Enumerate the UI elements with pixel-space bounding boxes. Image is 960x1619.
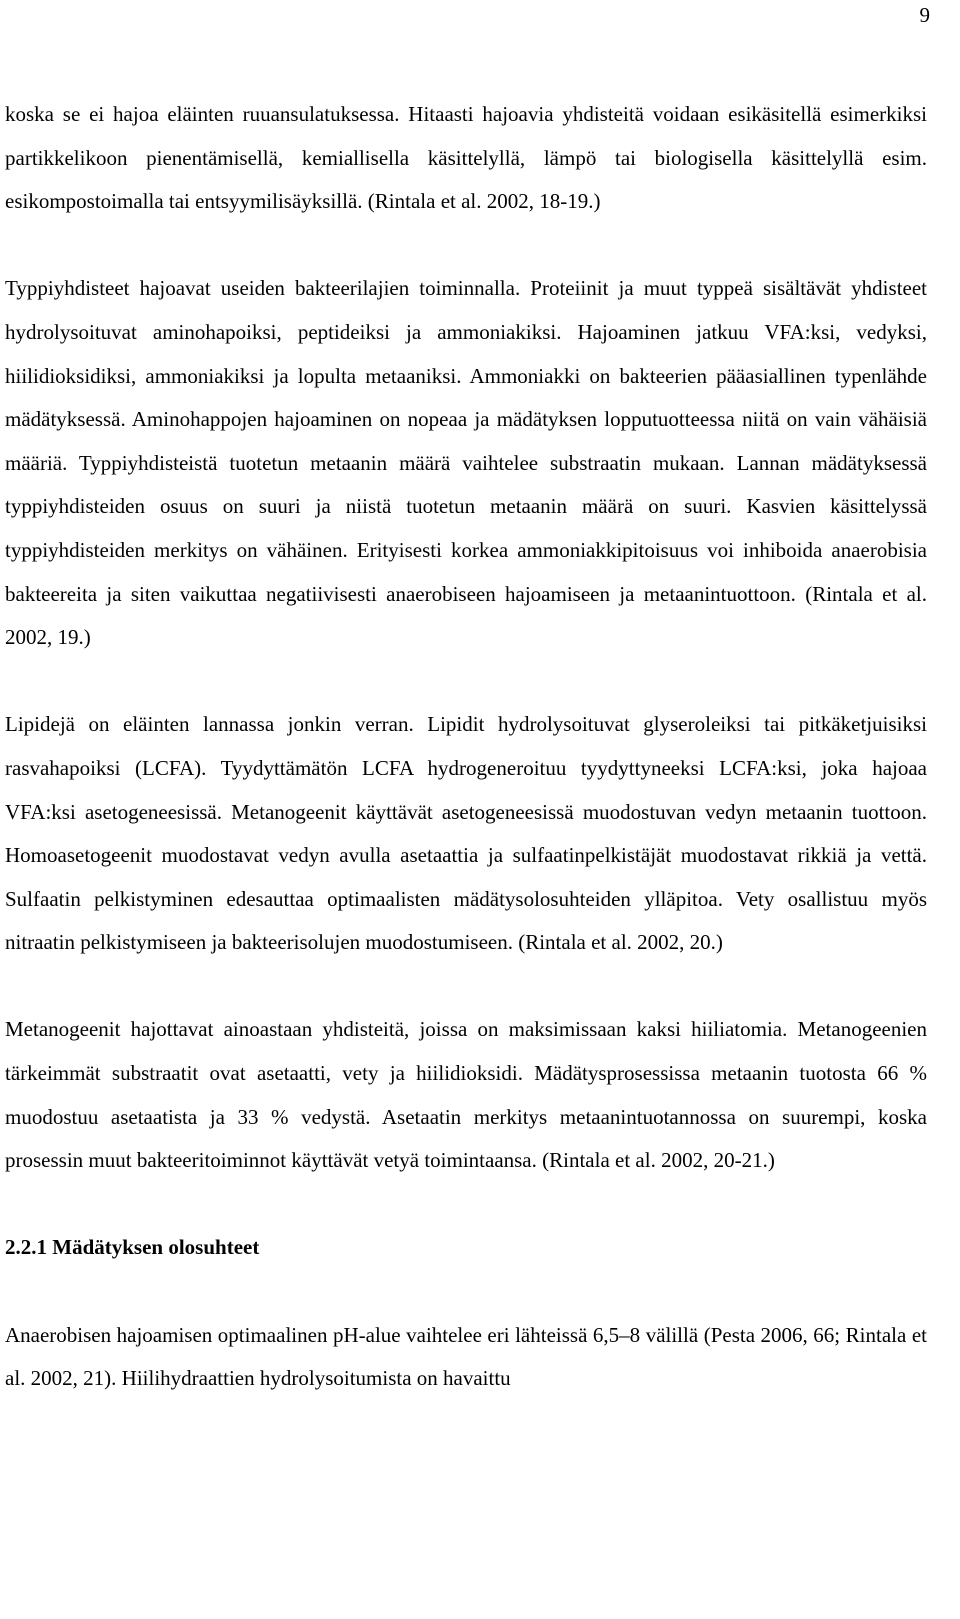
paragraph-residual-decomposition: koska se ei hajoa eläinten ruuansulatuksessa. Hitaasti hajoavia yhdisteitä voidaan esikäsitellä esimerkiksi partikkelikoon pienentämisellä, kemiallisella käsittelyllä, lämpö tai biologisella käsittelyllä esim. esikompostoimalla tai entsyymilisäyksillä. (Rintala et al. 2002, 18-19.)	[5, 102, 927, 214]
paragraph-spacer	[5, 965, 927, 1009]
paragraph-spacer	[5, 1270, 927, 1314]
section-heading: 2.2.1 Mädätyksen olosuhteet	[5, 1235, 260, 1260]
paragraph-spacer	[5, 1183, 927, 1227]
page-body	[5, 93, 927, 1401]
paragraph-ph-range: Anaerobisen hajoamisen optimaalinen pH-alue vaihtelee eri lähteissä 6,5–8 välillä (Pesta 2006, 66; Rintala et al. 2002, 21). Hiilihydraattien hydrolysoitumista on havaittu	[5, 1322, 927, 1391]
paragraph-nitrogen-compounds: Typpiyhdisteet hajoavat useiden bakteerilajien toiminnalla. Proteiinit ja muut typpeä sisältävät yhdisteet hydrolysoituvat aminohapoiksi, peptideiksi ja ammoniakiksi. Hajoaminen jatkuu VFA:ksi, vedyksi, hiilidioksidiksi, ammoniakiksi ja lopulta metaaniksi. Ammoniakki on bakteerien pääasiallinen typenlähde mädätyksessä. Aminohappojen hajoaminen on nopeaa ja mädätyksen lopputuotteessa niitä on vain vähäisiä määriä. Typpiyhdisteistä tuotetun metaanin määrä vaihtelee substraatin mukaan. Lannan mädätyksessä typpiyhdisteiden osuus on suuri ja niistä tuotetun metaanin määrä on suuri. Kasvien käsittelyssä typpiyhdisteiden merkitys on vähäinen. Erityisesti korkea ammoniakkipitoisuus voi inhiboida anaerobisia bakteereita ja siten vaikuttaa negatiivisesti anaerobiseen hajoamiseen ja metaanintuottoon. (Rintala et al. 2002, 19.)	[5, 276, 927, 650]
paragraph-methanogens: Metanogeenit hajottavat ainoastaan yhdisteitä, joissa on maksimissaan kaksi hiiliatomia. Metanogeenien tärkeimmät substraatit ovat asetaatti, vety ja hiilidioksidi. Mädätysprosessissa metaanin tuotosta 66 % muodostuu asetaatista ja 33 % vedystä. Asetaatin merkitys metaanintuotannossa on suurempi, koska prosessin muut bakteeritoiminnot käyttävät vetyä toimintaansa. (Rintala et al. 2002, 20-21.)	[5, 1017, 927, 1173]
paragraph-lipids: Lipidejä on eläinten lannassa jonkin verran. Lipidit hydrolysoituvat glyseroleiksi tai pitkäketjuisiksi rasvahapoiksi (LCFA). Tyydyttämätön LCFA hydrogeneroituu tyydyttyneeksi LCFA:ksi, joka hajoaa VFA:ksi asetogeneesissä. Metanogeenit käyttävät asetogeneesissä muodostuvan vedyn metaanin tuottoon. Homoasetogeenit muodostavat vedyn avulla asetaattia ja sulfaatinpelkistäjät muodostavat rikkiä ja vettä. Sulfaatin pelkistyminen edesauttaa optimaalisten mädätysolosuhteiden ylläpitoa. Vety osallistuu myös nitraatin pelkistymiseen ja bakteerisolujen muodostumiseen. (Rintala et al. 2002, 20.)	[5, 712, 927, 955]
page-number: 9	[919, 3, 930, 27]
paragraph-spacer	[5, 224, 927, 268]
paragraph-spacer	[5, 660, 927, 704]
